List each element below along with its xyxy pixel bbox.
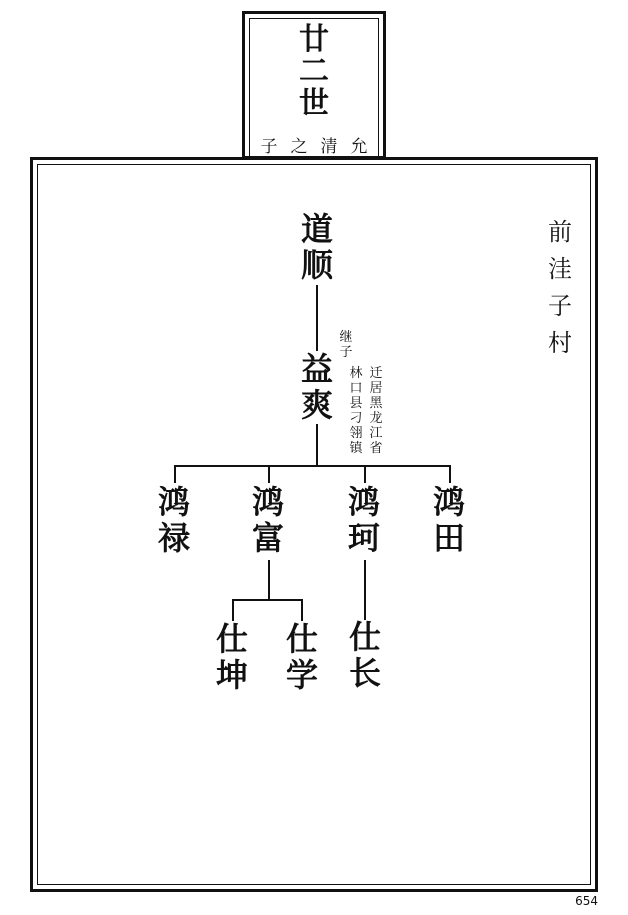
name-char: 坤 (215, 656, 248, 694)
tree-line (268, 465, 270, 483)
note-char: 镇 (349, 441, 363, 456)
migration-note-col2 (369, 366, 383, 456)
name-char: 珂 (347, 519, 380, 557)
note-char: 子 (339, 345, 353, 360)
tree-line (174, 465, 176, 483)
adopted-note (339, 330, 353, 360)
person-hongfu (243, 484, 293, 556)
note-char: 迁 (369, 366, 383, 381)
tree-line (364, 465, 366, 483)
generation-title (245, 24, 383, 120)
generation-title-char: 世 (299, 86, 329, 121)
person-daoshun (292, 211, 342, 283)
name-char: 富 (251, 519, 284, 557)
tree-line (232, 599, 234, 621)
village-char: 子 (548, 292, 572, 320)
note-char: 黑 (369, 396, 383, 411)
tree-line (301, 599, 303, 621)
note-char: 县 (349, 396, 363, 411)
person-yishuang (292, 351, 342, 423)
tree-line (316, 424, 318, 466)
name-char: 道 (300, 210, 333, 248)
generation-header (242, 11, 386, 159)
page-number: 654 (575, 894, 598, 908)
name-char: 仕 (215, 620, 248, 658)
person-shichang (340, 619, 390, 691)
name-char: 鸿 (251, 483, 284, 521)
name-char: 仕 (285, 620, 318, 658)
note-char: 继 (339, 330, 353, 345)
note-char: 林 (349, 366, 363, 381)
person-honglu (149, 484, 199, 556)
village-char: 洼 (548, 255, 572, 283)
name-char: 顺 (300, 246, 333, 284)
name-char: 鸿 (347, 483, 380, 521)
note-char: 翎 (349, 426, 363, 441)
name-char: 鸿 (432, 483, 465, 521)
generation-title-char: 廿 (299, 22, 329, 57)
tree-line (364, 560, 366, 620)
note-char: 省 (369, 441, 383, 456)
person-shixue (277, 621, 327, 693)
name-char: 禄 (157, 519, 190, 557)
person-shikun (207, 621, 257, 693)
name-char: 仕 (348, 618, 381, 656)
generation-subtitle: 子之清允 (260, 137, 381, 157)
village-char: 前 (548, 218, 572, 246)
note-char: 刁 (349, 411, 363, 426)
tree-line (174, 465, 450, 467)
note-char: 口 (349, 381, 363, 396)
migration-note-col1 (349, 366, 363, 456)
name-char: 田 (432, 519, 465, 557)
name-char: 鸿 (157, 483, 190, 521)
name-char: 学 (285, 656, 318, 694)
note-char: 江 (369, 426, 383, 441)
village-label (544, 214, 576, 362)
tree-line (232, 599, 302, 601)
name-char: 长 (348, 654, 381, 692)
person-hongke (339, 484, 389, 556)
tree-line (449, 465, 451, 483)
name-char: 益 (300, 350, 333, 388)
generation-title-char: 二 (299, 54, 329, 89)
note-char: 龙 (369, 411, 383, 426)
person-hongtian (424, 484, 474, 556)
tree-line (316, 285, 318, 351)
name-char: 爽 (300, 386, 333, 424)
tree-line (268, 560, 270, 600)
village-char: 村 (548, 329, 572, 357)
note-char: 居 (369, 381, 383, 396)
